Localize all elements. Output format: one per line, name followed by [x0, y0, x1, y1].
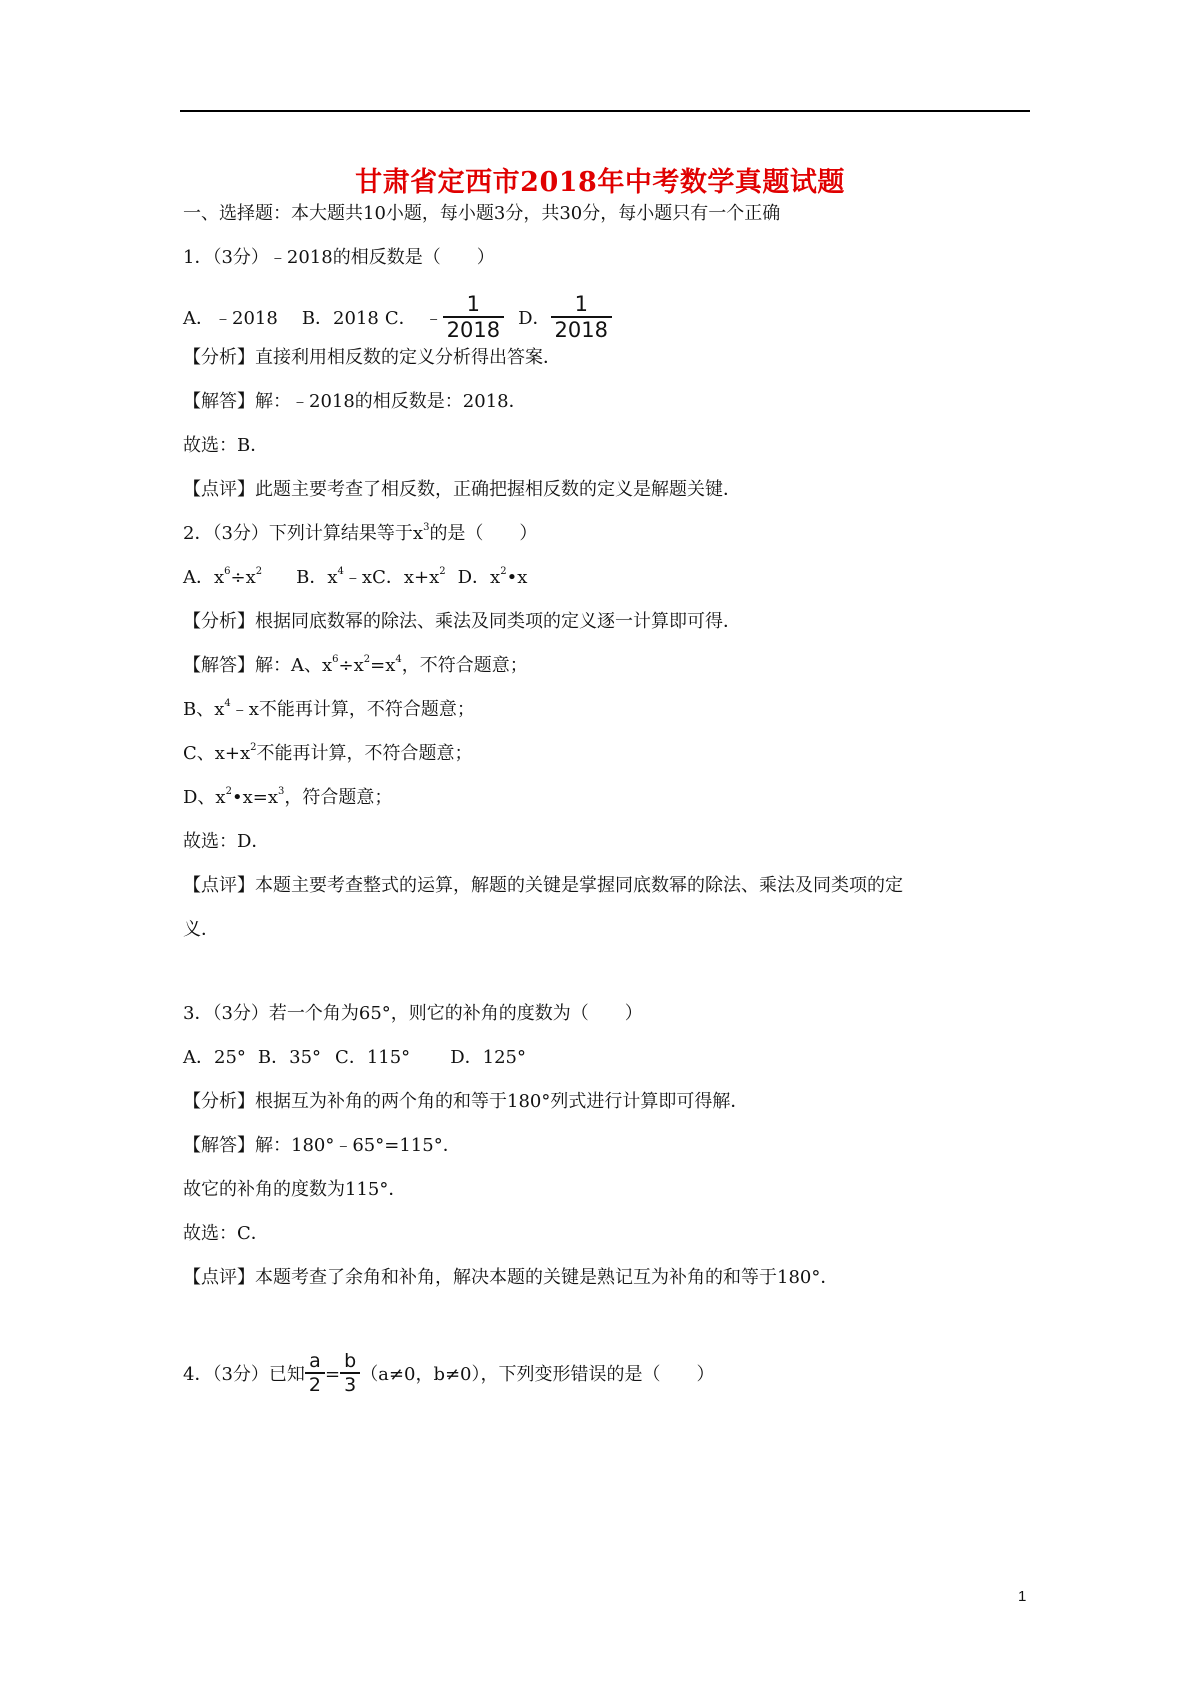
- q2-stem: [183, 522, 537, 546]
- q3-conclusion: 故它的补角的度数为115°．: [183, 1179, 407, 1200]
- page-title: 甘肃省定西市2018年中考数学真题试题: [355, 167, 845, 198]
- q1-analysis: 【分析】直接利用相反数的定义分析得出答案．: [183, 347, 561, 368]
- solution-text: ，符合题意；: [284, 787, 393, 808]
- q1-choice: 故选：B．: [183, 435, 269, 456]
- q2-solution-a: [183, 654, 528, 678]
- option-text: A．x: [183, 567, 225, 588]
- q2-option-a: [183, 567, 262, 588]
- q3-analysis: 【分析】根据互为补角的两个角的和等于180°列式进行计算即可得解．: [183, 1091, 749, 1112]
- exponent: 2: [250, 742, 257, 753]
- q3-options: [183, 1046, 526, 1070]
- q1-comment: 【点评】此题主要考查了相反数，正确把握相反数的定义是解题关键．: [183, 479, 741, 500]
- exponent: 4: [395, 654, 402, 665]
- q1-option-c-label: C．: [384, 308, 417, 329]
- q3-comment: 【点评】本题考查了余角和补角，解决本题的关键是熟记互为补角的和等于180°．: [183, 1267, 839, 1288]
- q4-stem-text: 4．（3分）已知: [183, 1364, 305, 1385]
- option-text: ÷x: [230, 567, 256, 588]
- q4-fraction-a: [305, 1350, 325, 1396]
- fraction-denominator: 2018: [554, 318, 608, 342]
- q3-solution: 【解答】解：180°﹣65°=115°．: [183, 1135, 461, 1156]
- q2-solution-b: [183, 698, 475, 722]
- q4-stem-text-end: （a≠0，b≠0），下列变形错误的是（ ）: [360, 1364, 715, 1385]
- q1-options: [183, 294, 612, 344]
- exponent: 2: [500, 566, 507, 577]
- q2-comment-line-2: 义．: [183, 919, 219, 940]
- solution-text: ÷x: [338, 655, 364, 676]
- q1-option-a: A．﹣2018: [183, 308, 278, 329]
- fraction-numerator: 1: [443, 292, 504, 318]
- page-number: 1: [1018, 1588, 1027, 1605]
- q2-stem-text: 2．（3分）下列计算结果等于x: [183, 523, 424, 544]
- q3-option-a: A．25°: [183, 1047, 246, 1068]
- fraction-numerator: b: [340, 1350, 360, 1374]
- exponent: 2: [363, 654, 371, 665]
- solution-text: 【解答】解：A、x: [183, 655, 333, 676]
- q1-solution: 【解答】解：﹣2018的相反数是：2018．: [183, 391, 527, 412]
- exponent: 3: [423, 522, 430, 533]
- q1-option-b: B．2018: [301, 308, 379, 329]
- exponent: 3: [277, 786, 285, 797]
- option-text: •x: [506, 567, 528, 588]
- solution-text: ﹣x不能再计算，不符合题意；: [230, 699, 475, 720]
- q2-stem-text-end: 的是（ ）: [429, 523, 538, 544]
- q2-options: [183, 566, 527, 590]
- q1-option-c-fraction: [443, 292, 504, 342]
- exponent: 6: [224, 566, 231, 577]
- q2-solution-d: [183, 786, 392, 810]
- fraction-denominator: 2018: [446, 318, 501, 342]
- solution-text: D、x: [183, 787, 226, 808]
- q1-option-c-sign: ﹣: [424, 308, 443, 329]
- exponent: 2: [255, 566, 263, 577]
- q2-comment-line-1: 【点评】本题主要考查整式的运算，解题的关键是掌握同底数幂的除法、乘法及同类项的定: [183, 875, 903, 896]
- exponent: 2: [225, 786, 232, 797]
- solution-text: =x: [370, 655, 396, 676]
- solution-text: 不能再计算，不符合题意；: [256, 743, 473, 764]
- q3-option-b: B．35°: [257, 1047, 322, 1068]
- fraction-denominator: 2: [308, 1374, 321, 1396]
- q2-option-d: [458, 567, 528, 588]
- option-text: B．x: [296, 567, 338, 588]
- q3-option-c: C．115°: [335, 1047, 411, 1068]
- q2-option-b: [296, 567, 372, 588]
- header-rule: [180, 110, 1030, 112]
- solution-text: •x=x: [231, 787, 278, 808]
- q3-choice: 故选：C．: [183, 1223, 269, 1244]
- section-heading: 一、选择题：本大题共10小题，每小题3分，共30分，每小题只有一个正确: [183, 203, 781, 224]
- exponent: 6: [332, 654, 339, 665]
- solution-text: C、x+x: [183, 743, 251, 764]
- q1-option-d-fraction: [551, 292, 612, 342]
- q3-stem: 3．（3分）若一个角为65°，则它的补角的度数为（ ）: [183, 1003, 643, 1024]
- fraction-numerator: 1: [551, 292, 612, 318]
- q1-stem: 1．（3分）﹣2018的相反数是（ ）: [183, 247, 495, 268]
- option-text: D．x: [457, 567, 501, 588]
- q2-solution-c: [183, 742, 473, 766]
- exponent: 2: [439, 566, 446, 577]
- option-text: C．x+x: [372, 567, 440, 588]
- q2-analysis: 【分析】根据同底数幂的除法、乘法及同类项的定义逐一计算即可得．: [183, 611, 741, 632]
- q1-option-d-label: D．: [518, 308, 551, 329]
- q3-option-d: D．125°: [450, 1047, 526, 1068]
- exponent: 4: [224, 698, 231, 709]
- q4-fraction-b: [340, 1350, 360, 1396]
- fraction-denominator: 3: [344, 1374, 357, 1396]
- q2-choice: 故选：D．: [183, 831, 270, 852]
- option-text: ﹣x: [343, 567, 373, 588]
- solution-text: B、x: [183, 699, 225, 720]
- exponent: 4: [337, 566, 344, 577]
- fraction-numerator: a: [305, 1350, 325, 1374]
- solution-text: ，不符合题意；: [401, 655, 528, 676]
- q4-equals: =: [325, 1364, 341, 1385]
- q2-option-c: [372, 567, 446, 588]
- q4-stem: [183, 1352, 715, 1398]
